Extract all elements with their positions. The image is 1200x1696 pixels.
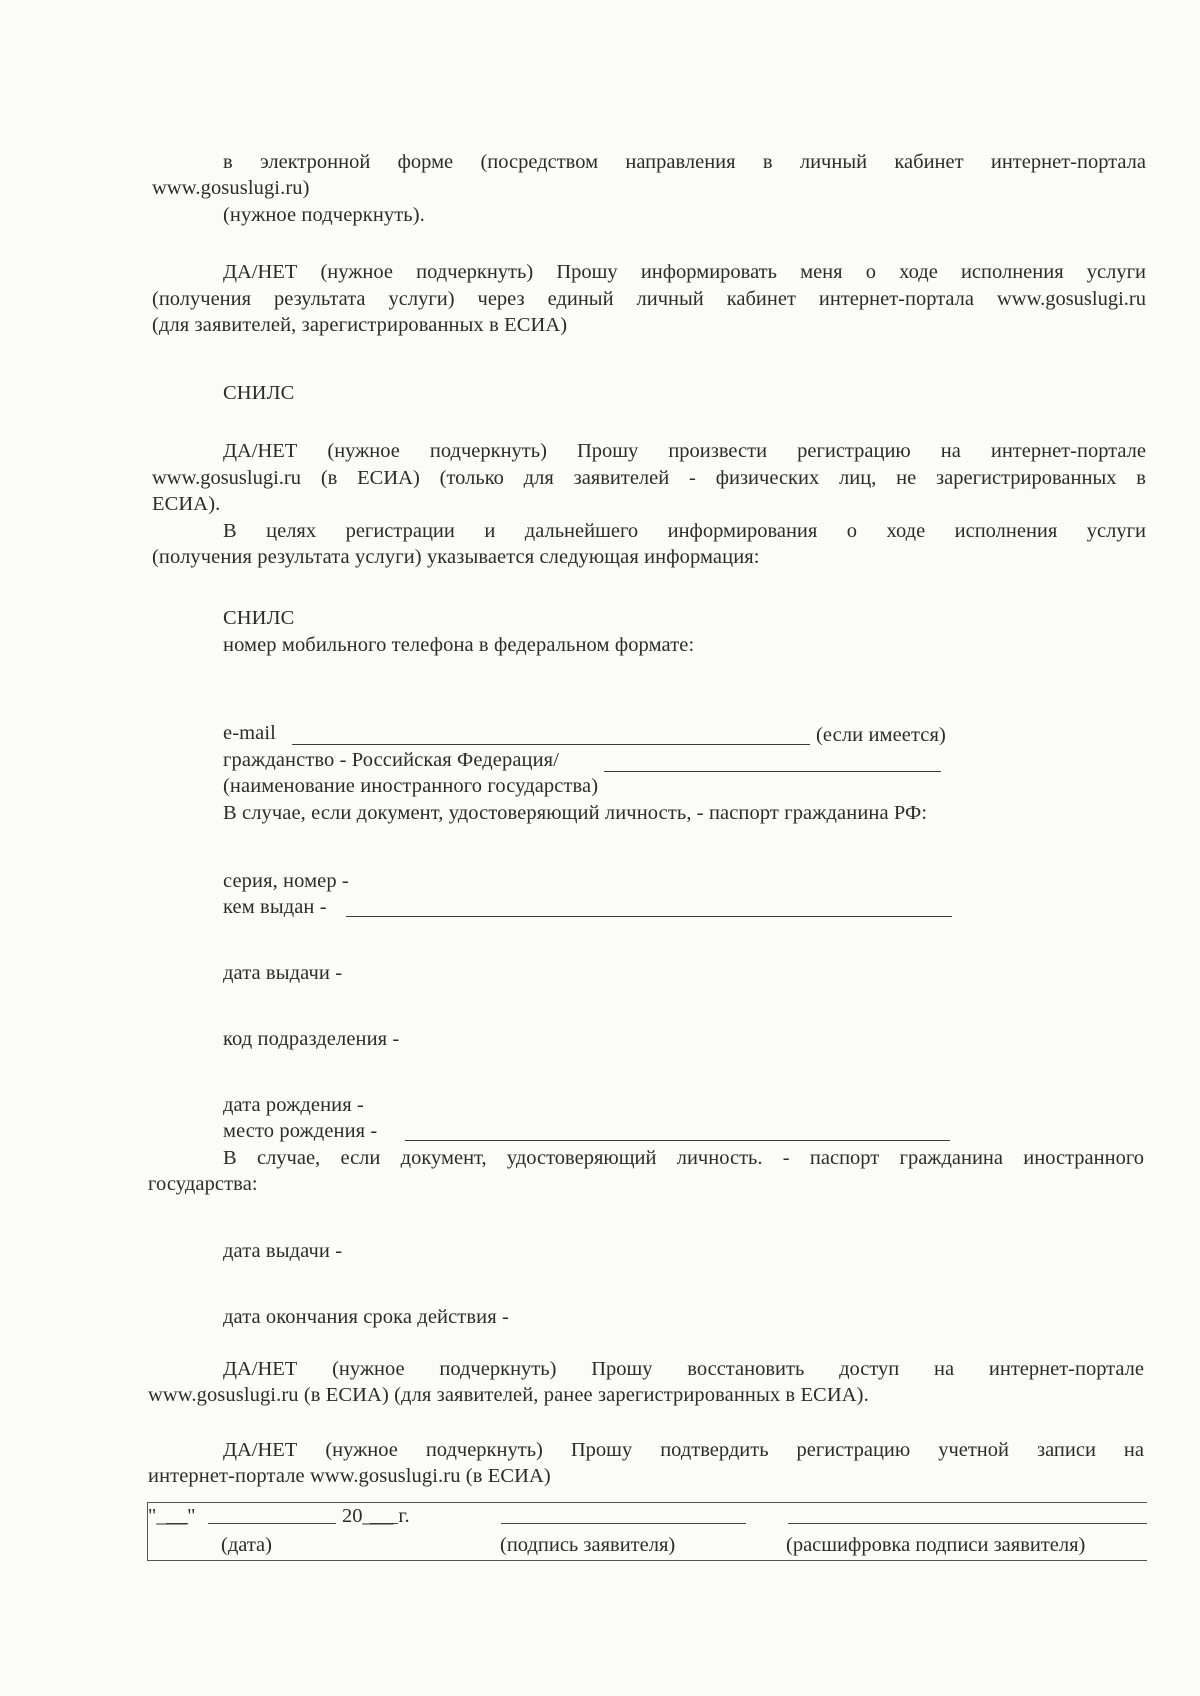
date-month-line[interactable] [208,1523,336,1524]
signature-line[interactable] [501,1523,746,1524]
birth-place-field-line[interactable] [405,1140,950,1141]
expiry-date-label: дата окончания срока действия - [223,1306,509,1328]
issue-date-label-2: дата выдачи - [223,1240,343,1262]
birth-date-label: дата рождения - [223,1094,364,1116]
citizenship-field-line[interactable] [604,771,941,772]
rf-passport-note: В случае, если документ, удостоверяющий личность, - паспорт гражданина РФ: [223,802,928,824]
series-number-label: серия, номер - [223,870,349,892]
p3-line1: ДА/НЕТ (нужное подчеркнуть) Прошу произвести регистрацию на интернет-портале [223,440,1146,462]
phone-label: номер мобильного телефона в федеральном формате: [223,634,695,656]
signature-decode-line[interactable] [788,1523,1147,1524]
email-label: e-mail [223,722,276,744]
issue-date-label-1: дата выдачи - [223,962,343,984]
signature-caption: (подпись заявителя) [500,1534,676,1556]
snils-label-2: СНИЛС [223,607,295,629]
foreign-passport-line2: государства: [148,1173,258,1195]
p2-line3: (для заявителей, зарегистрированных в ЕСИА) [152,314,568,336]
p4-line1: ДА/НЕТ (нужное подчеркнуть) Прошу восстановить доступ на интернет-портале [223,1358,1144,1380]
foreign-passport-line1: В случае, если документ, удостоверяющий личность. - паспорт гражданина иностранного [223,1147,1144,1169]
p2-line2: (получения результата услуги) через единый личный кабинет интернет-портала www.gosuslugi.ru [152,288,1146,310]
signature-decode-caption: (расшифровка подписи заявителя) [786,1534,1086,1556]
birth-place-label: место рождения - [223,1120,378,1142]
p3-line2: www.gosuslugi.ru (в ЕСИА) (только для заявителей - физических лиц, не зарегистрированных в [152,467,1146,489]
division-code-label: код подразделения - [223,1028,400,1050]
p1-line1: в электронной форме (посредством направления в личный кабинет интернет-портала [223,151,1146,173]
p3-line4: В целях регистрации и дальнейшего информирования о ходе исполнения услуги [223,520,1146,542]
p4-line2: www.gosuslugi.ru (в ЕСИА) (для заявителей, ранее зарегистрированных в ЕСИА). [148,1384,869,1406]
snils-label-1: СНИЛС [223,382,295,404]
date-template-open: "___" [148,1505,196,1527]
citizenship-label: гражданство - Российская Федерация/ [223,749,560,771]
p5-line1: ДА/НЕТ (нужное подчеркнуть) Прошу подтвердить регистрацию учетной записи на [223,1439,1144,1461]
date-year: 20___ г. [342,1505,410,1527]
email-suffix: (если имеется) [816,724,946,746]
p3-line5: (получения результата услуги) указывается следующая информация: [152,546,760,568]
p3-line3: ЕСИА). [152,493,221,515]
date-caption: (дата) [221,1534,272,1556]
p5-line2: интернет-портале www.gosuslugi.ru (в ЕСИА) [148,1465,551,1487]
p1-line2: www.gosuslugi.ru) [152,177,310,199]
email-field-line[interactable] [292,744,810,745]
foreign-state-caption: (наименование иностранного государства) [223,775,599,797]
p1-line3: (нужное подчеркнуть). [223,204,425,226]
issued-by-field-line[interactable] [346,916,952,917]
p2-line1: ДА/НЕТ (нужное подчеркнуть) Прошу информировать меня о ходе исполнения услуги [223,261,1146,283]
issued-by-label: кем выдан - [223,896,327,918]
